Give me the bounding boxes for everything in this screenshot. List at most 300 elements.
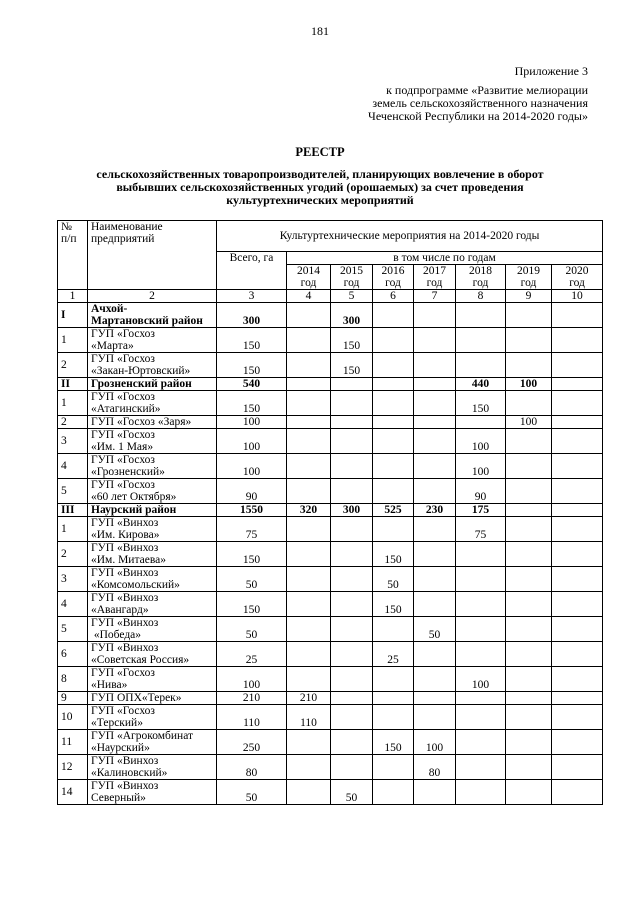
year-hectares: 175 <box>456 504 506 517</box>
header-year-value: 2018 <box>469 265 492 277</box>
enterprise-name <box>88 517 217 542</box>
header-year-word: год <box>385 277 401 289</box>
enterprise-name-line: ГУП «Госхоз <box>91 429 155 441</box>
year-hectares: 50 <box>373 567 414 592</box>
enterprise-name <box>88 692 217 705</box>
row-number: 2 <box>58 353 88 378</box>
total-hectares: 150 <box>217 353 287 378</box>
year-hectares <box>552 429 603 454</box>
table-row <box>58 429 603 454</box>
enterprise-name-line: ГУП «Винхоз <box>91 517 159 529</box>
enterprise-name-line: «Победа» <box>91 629 142 641</box>
enterprise-name-line: ГУП «Госхоз <box>91 454 155 466</box>
table-row <box>58 705 603 730</box>
year-hectares <box>331 517 373 542</box>
year-hectares: 230 <box>414 504 456 517</box>
district-row <box>58 504 603 517</box>
table-row <box>58 353 603 378</box>
year-hectares <box>414 353 456 378</box>
year-hectares <box>373 303 414 328</box>
enterprise-name-line: ГУП «Винхоз <box>91 567 159 579</box>
year-hectares <box>506 328 552 353</box>
year-hectares <box>552 542 603 567</box>
enterprise-name-line: «Закан-Юртовский» <box>91 365 191 377</box>
row-number: 14 <box>58 780 88 805</box>
year-hectares <box>552 328 603 353</box>
year-hectares <box>552 454 603 479</box>
year-hectares <box>506 692 552 705</box>
year-hectares: 90 <box>456 479 506 504</box>
enterprise-name-line: «Калиновский» <box>91 767 168 779</box>
total-hectares: 150 <box>217 592 287 617</box>
year-hectares <box>373 479 414 504</box>
year-hectares <box>552 617 603 642</box>
column-number: 8 <box>456 290 506 303</box>
total-hectares: 50 <box>217 567 287 592</box>
year-hectares <box>506 617 552 642</box>
year-hectares <box>287 780 331 805</box>
year-hectares <box>414 517 456 542</box>
year-hectares <box>552 303 603 328</box>
year-hectares <box>456 416 506 429</box>
year-hectares <box>506 592 552 617</box>
year-hectares <box>456 755 506 780</box>
enterprise-name <box>88 504 217 517</box>
year-hectares <box>506 642 552 667</box>
year-hectares <box>456 328 506 353</box>
year-hectares: 150 <box>373 592 414 617</box>
table-row <box>58 730 603 755</box>
enterprise-name <box>88 429 217 454</box>
total-hectares: 50 <box>217 617 287 642</box>
enterprise-name-line: Наурский район <box>91 504 177 516</box>
header-year <box>456 265 506 290</box>
year-hectares: 100 <box>456 454 506 479</box>
district-row <box>58 378 603 391</box>
enterprise-name-line: «Им. Митаева» <box>91 554 166 566</box>
enterprise-name-line: ГУП «Госхоз <box>91 353 155 365</box>
year-hectares <box>506 517 552 542</box>
year-hectares <box>331 416 373 429</box>
year-hectares <box>373 378 414 391</box>
row-number: 8 <box>58 667 88 692</box>
enterprise-name-line: «Им. 1 Мая» <box>91 441 154 453</box>
subtitle-line: выбывших сельскохозяйственных угодий (орошаемых) за счет проведения <box>116 180 524 194</box>
header-year-word: год <box>343 277 360 289</box>
year-hectares <box>456 780 506 805</box>
year-hectares <box>506 479 552 504</box>
year-hectares <box>373 517 414 542</box>
enterprise-name <box>88 642 217 667</box>
total-hectares: 210 <box>217 692 287 705</box>
year-hectares <box>552 667 603 692</box>
year-hectares <box>414 479 456 504</box>
year-hectares <box>506 353 552 378</box>
year-hectares: 80 <box>414 755 456 780</box>
table-row <box>58 567 603 592</box>
year-hectares <box>506 303 552 328</box>
subprogram-reference <box>288 84 588 123</box>
total-hectares: 100 <box>217 416 287 429</box>
enterprise-name-line: ГУП «Госхоз «Заря» <box>91 416 192 428</box>
header-total: Всего, га <box>217 252 287 290</box>
year-hectares: 100 <box>414 730 456 755</box>
header-year-word: год <box>300 277 317 289</box>
year-hectares <box>414 303 456 328</box>
header-year-word: год <box>426 277 443 289</box>
year-hectares <box>506 755 552 780</box>
year-hectares <box>414 429 456 454</box>
year-hectares <box>373 692 414 705</box>
header-year-word: год <box>569 277 585 289</box>
year-hectares <box>287 755 331 780</box>
year-hectares <box>414 692 456 705</box>
header-year-value: 2016 <box>381 265 405 277</box>
year-hectares <box>287 353 331 378</box>
year-hectares <box>331 479 373 504</box>
row-number: 12 <box>58 755 88 780</box>
total-hectares: 75 <box>217 517 287 542</box>
page-number: 181 <box>311 24 329 38</box>
table-row <box>58 617 603 642</box>
year-hectares: 300 <box>331 504 373 517</box>
year-hectares <box>287 567 331 592</box>
enterprise-name-line: «Марта» <box>91 340 134 352</box>
enterprise-name-line: «Комсомольский» <box>91 579 180 591</box>
row-number: III <box>58 504 88 517</box>
table-row <box>58 454 603 479</box>
year-hectares <box>456 592 506 617</box>
year-hectares <box>552 416 603 429</box>
total-hectares: 250 <box>217 730 287 755</box>
enterprise-name <box>88 328 217 353</box>
header-year <box>552 265 603 290</box>
enterprise-name-line: ГУП «Винхоз <box>91 642 159 654</box>
row-number: 9 <box>58 692 88 705</box>
enterprise-name-line: ГУП ОПХ«Терек» <box>91 692 182 704</box>
enterprise-name <box>88 542 217 567</box>
enterprise-name <box>88 391 217 416</box>
row-number: 2 <box>58 416 88 429</box>
column-number: 3 <box>217 290 287 303</box>
registry-table <box>57 220 603 805</box>
year-hectares <box>287 642 331 667</box>
year-hectares <box>331 567 373 592</box>
year-hectares <box>414 780 456 805</box>
column-number: 7 <box>414 290 456 303</box>
year-hectares <box>287 429 331 454</box>
year-hectares <box>414 542 456 567</box>
year-hectares <box>373 429 414 454</box>
enterprise-name <box>88 416 217 429</box>
year-hectares <box>552 517 603 542</box>
header-year-value: 2019 <box>517 265 540 277</box>
header-year <box>414 265 456 290</box>
table-row <box>58 416 603 429</box>
total-hectares: 540 <box>217 378 287 391</box>
year-hectares <box>552 780 603 805</box>
year-hectares <box>506 504 552 517</box>
year-hectares <box>552 479 603 504</box>
year-hectares <box>331 692 373 705</box>
year-hectares <box>287 391 331 416</box>
enterprise-name-line: «Нива» <box>91 679 128 691</box>
year-hectares <box>287 416 331 429</box>
year-hectares <box>506 667 552 692</box>
table-row <box>58 391 603 416</box>
year-hectares <box>506 429 552 454</box>
year-hectares <box>331 542 373 567</box>
total-hectares: 150 <box>217 542 287 567</box>
year-hectares <box>506 454 552 479</box>
enterprise-name-line: ГУП «Винхоз <box>91 592 159 604</box>
header-group: Культуртехнические мероприятия на 2014-2020 годы <box>217 221 603 252</box>
row-number: 1 <box>58 391 88 416</box>
row-number: II <box>58 378 88 391</box>
table-row <box>58 542 603 567</box>
year-hectares <box>414 391 456 416</box>
enterprise-name <box>88 730 217 755</box>
year-hectares <box>287 617 331 642</box>
year-hectares <box>331 755 373 780</box>
enterprise-name-line: «Атагинский» <box>91 403 161 415</box>
year-hectares <box>287 303 331 328</box>
year-hectares: 100 <box>506 378 552 391</box>
year-hectares <box>552 730 603 755</box>
header-year <box>506 265 552 290</box>
year-hectares <box>331 454 373 479</box>
enterprise-name <box>88 667 217 692</box>
year-hectares: 150 <box>331 353 373 378</box>
year-hectares <box>331 429 373 454</box>
enterprise-name <box>88 705 217 730</box>
header-year <box>373 265 414 290</box>
year-hectares <box>506 705 552 730</box>
year-hectares <box>456 303 506 328</box>
total-hectares: 50 <box>217 780 287 805</box>
header-year-value: 2015 <box>340 265 363 277</box>
row-number: 10 <box>58 705 88 730</box>
total-hectares: 25 <box>217 642 287 667</box>
total-hectares: 1550 <box>217 504 287 517</box>
table-row <box>58 755 603 780</box>
table-row <box>58 780 603 805</box>
enterprise-name-line: «Советская Россия» <box>91 654 190 666</box>
enterprise-name <box>88 353 217 378</box>
header-name: Наименование предприятий <box>88 221 217 290</box>
total-hectares: 80 <box>217 755 287 780</box>
year-hectares <box>552 391 603 416</box>
year-hectares <box>331 667 373 692</box>
year-hectares <box>373 617 414 642</box>
year-hectares <box>373 755 414 780</box>
enterprise-name <box>88 617 217 642</box>
enterprise-name <box>88 755 217 780</box>
year-hectares: 100 <box>456 429 506 454</box>
column-number: 6 <box>373 290 414 303</box>
header-year <box>331 265 373 290</box>
enterprise-name-line: ГУП «Винхоз <box>91 542 159 554</box>
header-year-value: 2020 <box>565 265 589 277</box>
enterprise-name-line: ГУП «Госхоз <box>91 391 155 403</box>
year-hectares <box>456 692 506 705</box>
year-hectares <box>456 705 506 730</box>
year-hectares <box>331 730 373 755</box>
year-hectares: 440 <box>456 378 506 391</box>
year-hectares <box>456 617 506 642</box>
year-hectares <box>331 378 373 391</box>
enterprise-name-line: ГУП «Госхоз <box>91 705 155 717</box>
enterprise-name-line: ГУП «Винхоз <box>91 755 159 767</box>
year-hectares <box>552 353 603 378</box>
enterprise-name <box>88 479 217 504</box>
year-hectares <box>414 328 456 353</box>
year-hectares <box>552 755 603 780</box>
row-number: 3 <box>58 567 88 592</box>
year-hectares <box>331 617 373 642</box>
year-hectares: 320 <box>287 504 331 517</box>
year-hectares <box>287 517 331 542</box>
year-hectares: 75 <box>456 517 506 542</box>
total-hectares: 100 <box>217 454 287 479</box>
year-hectares <box>414 378 456 391</box>
table-row <box>58 479 603 504</box>
header-year-word: год <box>472 277 489 289</box>
enterprise-name <box>88 303 217 328</box>
row-number: 5 <box>58 617 88 642</box>
year-hectares <box>506 780 552 805</box>
enterprise-name <box>88 454 217 479</box>
enterprise-name-line: «Терский» <box>91 717 143 729</box>
enterprise-name-line: ГУП «Винхоз <box>91 780 159 792</box>
header-year-value: 2014 <box>297 265 320 277</box>
enterprise-name-line: ГУП «Госхоз <box>91 667 155 679</box>
column-number: 4 <box>287 290 331 303</box>
column-number: 9 <box>506 290 552 303</box>
enterprise-name-line: ГУП «Винхоз <box>91 617 159 629</box>
enterprise-name <box>88 780 217 805</box>
enterprise-name-line: «Им. Кирова» <box>91 529 160 541</box>
subprogram-line: к подпрограмме «Развитие мелиорации <box>386 83 588 97</box>
year-hectares <box>414 667 456 692</box>
enterprise-name-line: Северный» <box>91 792 146 804</box>
year-hectares: 300 <box>331 303 373 328</box>
year-hectares <box>552 705 603 730</box>
year-hectares: 150 <box>373 542 414 567</box>
year-hectares: 150 <box>456 391 506 416</box>
year-hectares <box>373 328 414 353</box>
year-hectares: 100 <box>456 667 506 692</box>
subprogram-line: Чеченской Республики на 2014-2020 годы» <box>368 109 588 123</box>
year-hectares <box>456 642 506 667</box>
column-number: 1 <box>58 290 88 303</box>
year-hectares <box>287 454 331 479</box>
enterprise-name-line: «Наурский» <box>91 742 150 754</box>
year-hectares <box>287 667 331 692</box>
year-hectares <box>331 592 373 617</box>
enterprise-name-line: ГУП «Госхоз <box>91 328 155 340</box>
year-hectares <box>287 328 331 353</box>
header-by-year: в том числе по годам <box>287 252 603 265</box>
year-hectares <box>506 567 552 592</box>
enterprise-name-line: «Авангард» <box>91 604 149 616</box>
total-hectares: 300 <box>217 303 287 328</box>
year-hectares <box>456 567 506 592</box>
year-hectares <box>373 391 414 416</box>
year-hectares <box>552 378 603 391</box>
enterprise-name-line: Ачхой- <box>91 303 128 315</box>
total-hectares: 90 <box>217 479 287 504</box>
total-hectares: 100 <box>217 667 287 692</box>
year-hectares <box>373 667 414 692</box>
row-number: 6 <box>58 642 88 667</box>
year-hectares <box>414 592 456 617</box>
year-hectares <box>456 730 506 755</box>
year-hectares <box>373 416 414 429</box>
year-hectares: 100 <box>506 416 552 429</box>
subprogram-line: земель сельскохозяйственного назначения <box>372 96 588 110</box>
year-hectares <box>331 391 373 416</box>
header-number: № п/п <box>58 221 88 290</box>
row-number: 1 <box>58 328 88 353</box>
total-hectares: 100 <box>217 429 287 454</box>
table-row <box>58 667 603 692</box>
appendix-label: Приложение 3 <box>514 64 588 78</box>
year-hectares <box>331 642 373 667</box>
enterprise-name-line: «60 лет Октября» <box>91 491 177 503</box>
enterprise-name <box>88 592 217 617</box>
year-hectares <box>552 642 603 667</box>
total-hectares: 110 <box>217 705 287 730</box>
year-hectares: 110 <box>287 705 331 730</box>
column-number: 2 <box>88 290 217 303</box>
enterprise-name-line: Грозненский район <box>91 378 192 390</box>
year-hectares <box>552 504 603 517</box>
year-hectares <box>287 542 331 567</box>
year-hectares <box>506 730 552 755</box>
table-row <box>58 517 603 542</box>
district-row <box>58 303 603 328</box>
year-hectares <box>552 592 603 617</box>
year-hectares <box>456 353 506 378</box>
year-hectares <box>287 730 331 755</box>
table-row <box>58 592 603 617</box>
year-hectares <box>414 705 456 730</box>
row-number: 5 <box>58 479 88 504</box>
year-hectares <box>506 391 552 416</box>
year-hectares <box>506 542 552 567</box>
row-number: 11 <box>58 730 88 755</box>
row-number: 1 <box>58 517 88 542</box>
header-year <box>287 265 331 290</box>
year-hectares: 210 <box>287 692 331 705</box>
row-number: 3 <box>58 429 88 454</box>
table-row <box>58 692 603 705</box>
enterprise-name-line: Мартановский район <box>91 315 203 327</box>
enterprise-name <box>88 378 217 391</box>
year-hectares: 150 <box>331 328 373 353</box>
subtitle-line: сельскохозяйственных товаропроизводителей, планирующих вовлечение в оборот <box>96 167 544 181</box>
row-number: 2 <box>58 542 88 567</box>
row-number: 4 <box>58 454 88 479</box>
year-hectares: 150 <box>373 730 414 755</box>
table-row <box>58 642 603 667</box>
enterprise-name-line: ГУП «Госхоз <box>91 479 155 491</box>
year-hectares <box>373 454 414 479</box>
table-row <box>58 328 603 353</box>
year-hectares <box>287 479 331 504</box>
year-hectares <box>414 416 456 429</box>
